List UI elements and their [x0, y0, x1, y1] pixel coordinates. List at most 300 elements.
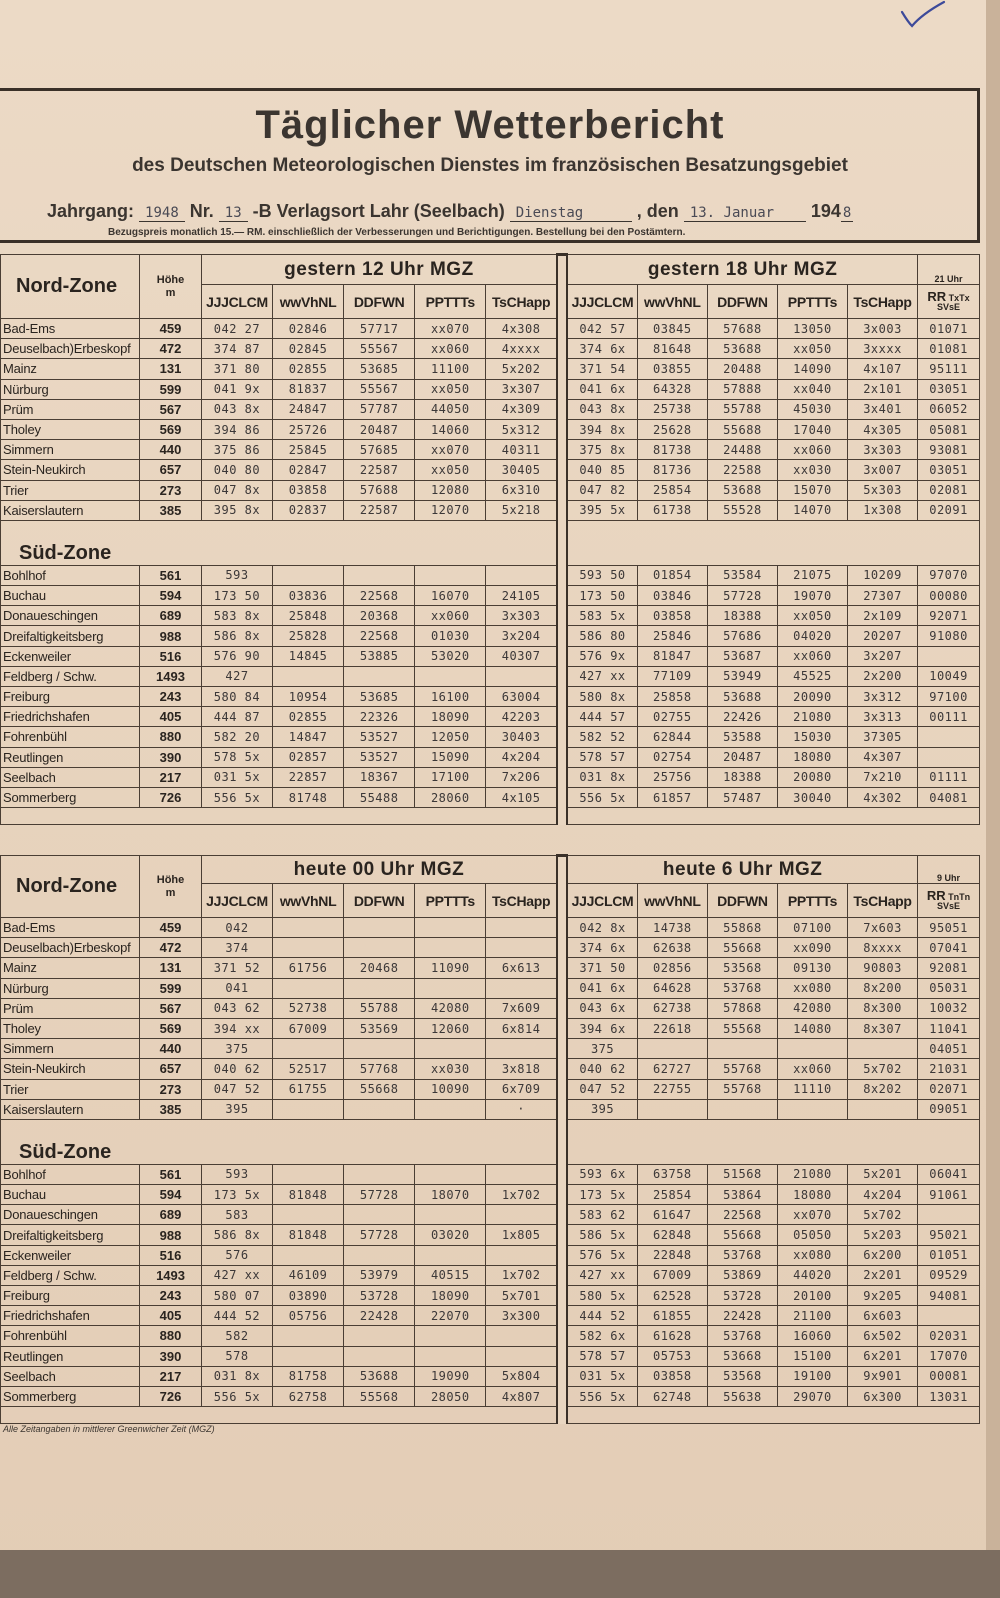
obs-value: 81848 — [273, 1225, 344, 1245]
station-name: Fohrenbühl — [1, 727, 140, 747]
obs-value: 53527 — [344, 727, 415, 747]
obs-value: 444 87 — [201, 707, 272, 727]
obs-value: 61855 — [637, 1306, 707, 1326]
obs-value: xx060 — [777, 440, 847, 460]
obs-value: 04051 — [918, 1039, 980, 1059]
obs-value: 047 8x — [201, 480, 272, 500]
obs-value — [918, 646, 980, 666]
date-value: 13. Januar — [684, 205, 806, 222]
obs-value: 11090 — [415, 958, 486, 978]
obs-value: 4x204 — [848, 1185, 918, 1205]
obs-value: 375 — [201, 1039, 272, 1059]
obs-value: 06041 — [918, 1164, 980, 1184]
station-height: 726 — [140, 1386, 202, 1406]
obs-value: 8x300 — [848, 998, 918, 1018]
obs-value — [848, 1039, 918, 1059]
table-row — [1, 419, 980, 439]
obs-value: 55568 — [344, 1386, 415, 1406]
obs-value: 91061 — [918, 1185, 980, 1205]
obs-value — [344, 1346, 415, 1366]
obs-value: 55768 — [707, 1079, 777, 1099]
obs-value: 11110 — [777, 1079, 847, 1099]
obs-value: 593 — [201, 1164, 272, 1184]
obs-value: 17070 — [918, 1346, 980, 1366]
station-name: Feldberg / Schw. — [1, 666, 140, 686]
obs-value — [273, 565, 344, 585]
price-note: Bezugspreis monatlich 15.— RM. einschließlich der Verbesserungen und Berichtigungen. Bestellung bei den Postämtern. — [108, 227, 686, 238]
table-row — [1, 998, 980, 1018]
station-height: 440 — [140, 1039, 202, 1059]
obs-value: 578 — [201, 1346, 272, 1366]
obs-value: 582 20 — [201, 727, 272, 747]
obs-value: 043 8x — [567, 399, 637, 419]
obs-value — [344, 1164, 415, 1184]
obs-value: 53568 — [707, 1366, 777, 1386]
obs-value: 1x308 — [847, 500, 917, 520]
obs-value — [344, 1245, 415, 1265]
obs-value: 041 6x — [567, 379, 637, 399]
obs-value — [486, 565, 557, 585]
obs-value: 14847 — [273, 727, 344, 747]
obs-value — [415, 1164, 486, 1184]
obs-value: 394 6x — [567, 1018, 637, 1038]
year-digit: 8 — [842, 205, 852, 221]
col-ww: wwVhNL — [273, 285, 344, 319]
obs-value: 02754 — [637, 747, 707, 767]
obs-value: 371 80 — [201, 359, 272, 379]
table-row — [1, 958, 980, 978]
obs-value: 2x200 — [847, 666, 917, 686]
station-height: 243 — [140, 1286, 202, 1306]
obs-value: 20488 — [707, 359, 777, 379]
table-row — [1, 565, 980, 585]
obs-value: 55668 — [707, 938, 777, 958]
obs-value: 583 62 — [567, 1205, 637, 1225]
obs-value: 22588 — [707, 460, 777, 480]
col-jjj-3: JJJCLCM — [201, 884, 272, 918]
obs-value: 42203 — [486, 707, 557, 727]
obs-value: 3x007 — [847, 460, 917, 480]
obs-value: 9x901 — [848, 1366, 918, 1386]
obs-value: 16060 — [777, 1326, 847, 1346]
obs-value: 02856 — [637, 958, 707, 978]
obs-value: 031 5x — [201, 767, 272, 787]
obs-value: 62748 — [637, 1386, 707, 1406]
table-row — [1, 1225, 980, 1245]
obs-value: 047 82 — [567, 480, 637, 500]
obs-value: 03858 — [273, 480, 344, 500]
obs-value: 55488 — [344, 787, 415, 807]
obs-value: 12050 — [415, 727, 486, 747]
obs-value: 11100 — [415, 359, 486, 379]
obs-value: 53768 — [707, 1326, 777, 1346]
obs-value — [637, 1099, 707, 1119]
station-name: Kaiserslautern — [1, 1099, 140, 1119]
station-height: 273 — [140, 480, 202, 500]
station-name: Bohlhof — [1, 1164, 140, 1184]
obs-value: 047 52 — [567, 1079, 637, 1099]
paper-edge — [986, 0, 1000, 1598]
obs-value: 52517 — [273, 1059, 344, 1079]
block-divider-2 — [557, 856, 567, 918]
zone-south-label: Süd-Zone — [1, 520, 557, 565]
obs-value: 374 6x — [567, 339, 637, 359]
obs-value: 578 5x — [201, 747, 272, 767]
obs-value: 19090 — [415, 1366, 486, 1386]
obs-value: 51568 — [707, 1164, 777, 1184]
obs-value — [486, 938, 557, 958]
obs-value: 556 5x — [201, 1386, 272, 1406]
table-row — [1, 399, 980, 419]
obs-value: 22587 — [344, 500, 415, 520]
obs-value: 61857 — [637, 787, 707, 807]
obs-value: 95051 — [918, 918, 980, 938]
obs-value: 427 xx — [567, 666, 637, 686]
obs-value: 031 5x — [567, 1366, 637, 1386]
obs-value: 22070 — [415, 1306, 486, 1326]
obs-value: 53688 — [707, 339, 777, 359]
obs-value: 5x701 — [486, 1286, 557, 1306]
obs-value: 61647 — [637, 1205, 707, 1225]
verlag-text: -B Verlagsort Lahr (Seelbach) — [252, 201, 505, 221]
station-name: Feldberg / Schw. — [1, 1265, 140, 1285]
obs-value: 6x201 — [848, 1346, 918, 1366]
station-name: Tholey — [1, 419, 140, 439]
obs-value: 22755 — [637, 1079, 707, 1099]
table-row — [1, 440, 980, 460]
obs-value: 582 6x — [567, 1326, 637, 1346]
table-row — [1, 1059, 980, 1079]
obs-value: 64328 — [637, 379, 707, 399]
col-ts: TsCHapp — [486, 285, 557, 319]
obs-value: 53588 — [707, 727, 777, 747]
table-row — [1, 1286, 980, 1306]
obs-value: 5x203 — [848, 1225, 918, 1245]
obs-value: 91080 — [918, 626, 980, 646]
station-height: 880 — [140, 727, 202, 747]
col-ww-4: wwVhNL — [637, 884, 707, 918]
obs-value: 25726 — [273, 419, 344, 439]
table-row — [1, 606, 980, 626]
obs-value: 22618 — [637, 1018, 707, 1038]
den-label: , den — [636, 201, 679, 221]
obs-value: 42080 — [777, 998, 847, 1018]
col-jjj: JJJCLCM — [201, 285, 272, 319]
scan-border — [0, 1550, 1000, 1598]
obs-value: 16100 — [415, 687, 486, 707]
obs-value — [415, 978, 486, 998]
obs-value: 25845 — [273, 440, 344, 460]
obs-value — [415, 1039, 486, 1059]
obs-value — [486, 1346, 557, 1366]
obs-value — [777, 1099, 847, 1119]
obs-value: 8x202 — [848, 1079, 918, 1099]
obs-value: 5x804 — [486, 1366, 557, 1386]
bottom-north-rows — [1, 918, 980, 1120]
obs-value: 53688 — [707, 687, 777, 707]
obs-value: 46109 — [273, 1265, 344, 1285]
obs-value — [777, 1039, 847, 1059]
station-name: Deuselbach)Erbeskopf — [1, 938, 140, 958]
obs-value: 02855 — [273, 707, 344, 727]
obs-value: xx050 — [415, 379, 486, 399]
table-row — [1, 1185, 980, 1205]
obs-value — [273, 1164, 344, 1184]
obs-value: 57717 — [344, 319, 415, 339]
obs-value: xx060 — [777, 646, 847, 666]
station-name: Stein-Neukirch — [1, 460, 140, 480]
table-row — [1, 379, 980, 399]
obs-value: 586 8x — [201, 1225, 272, 1245]
obs-value: 81847 — [637, 646, 707, 666]
obs-value: 576 — [201, 1245, 272, 1265]
col-pp-2: PPTTTs — [777, 285, 847, 319]
obs-value: 586 8x — [201, 626, 272, 646]
col-dd-3: DDFWN — [344, 884, 415, 918]
obs-value: xx040 — [777, 379, 847, 399]
obs-value: 04020 — [777, 626, 847, 646]
obs-value: 031 8x — [201, 1366, 272, 1386]
obs-value — [918, 727, 980, 747]
obs-value — [486, 1326, 557, 1346]
obs-value: 173 50 — [567, 586, 637, 606]
obs-value: 22568 — [707, 1205, 777, 1225]
obs-value: 4x105 — [486, 787, 557, 807]
obs-value — [344, 918, 415, 938]
station-name: Bad-Ems — [1, 319, 140, 339]
obs-value: xx080 — [777, 1245, 847, 1265]
obs-value: 043 8x — [201, 399, 272, 419]
obs-value: 583 — [201, 1205, 272, 1225]
obs-value: 18388 — [707, 606, 777, 626]
obs-value: 57688 — [344, 480, 415, 500]
obs-value: 81748 — [273, 787, 344, 807]
obs-value: 15070 — [777, 480, 847, 500]
obs-value — [486, 978, 557, 998]
obs-value: 55528 — [707, 500, 777, 520]
station-name: Trier — [1, 1079, 140, 1099]
obs-value: 6x502 — [848, 1326, 918, 1346]
obs-value: xx050 — [415, 460, 486, 480]
station-name: Simmern — [1, 1039, 140, 1059]
obs-value: 556 5x — [567, 787, 637, 807]
top-south-rows — [1, 565, 980, 807]
obs-value: 7x609 — [486, 998, 557, 1018]
station-height: 594 — [140, 1185, 202, 1205]
obs-value: 40515 — [415, 1265, 486, 1285]
obs-value: 55868 — [707, 918, 777, 938]
obs-value: 3x303 — [847, 440, 917, 460]
obs-value: 67009 — [273, 1018, 344, 1038]
obs-value: 12080 — [415, 480, 486, 500]
station-height: 1493 — [140, 1265, 202, 1285]
obs-value: 53568 — [707, 958, 777, 978]
station-name: Nürburg — [1, 978, 140, 998]
obs-value: 30040 — [777, 787, 847, 807]
obs-value: 18080 — [777, 747, 847, 767]
obs-value: 4x309 — [486, 399, 557, 419]
obs-value: 25854 — [637, 1185, 707, 1205]
obs-value — [637, 1039, 707, 1059]
table-row — [1, 787, 980, 807]
obs-value: 7x210 — [847, 767, 917, 787]
obs-value: 22587 — [344, 460, 415, 480]
station-height: 131 — [140, 958, 202, 978]
obs-value: 64628 — [637, 978, 707, 998]
obs-value: 6x814 — [486, 1018, 557, 1038]
zone-north-label-2: Nord-Zone — [1, 856, 140, 918]
obs-value — [415, 1099, 486, 1119]
obs-value: 042 57 — [567, 319, 637, 339]
block-h06-title: heute 6 Uhr MGZ — [567, 856, 917, 884]
table-yesterday — [0, 253, 980, 825]
table-row — [1, 1099, 980, 1119]
obs-value — [486, 1039, 557, 1059]
station-name: Buchau — [1, 1185, 140, 1205]
obs-value: 53688 — [707, 480, 777, 500]
station-name: Stein-Neukirch — [1, 1059, 140, 1079]
station-height: 390 — [140, 747, 202, 767]
station-name: Buchau — [1, 586, 140, 606]
table-row — [1, 1265, 980, 1285]
station-height: 561 — [140, 565, 202, 585]
table-row — [1, 918, 980, 938]
obs-value: 92071 — [918, 606, 980, 626]
obs-value: 21075 — [777, 565, 847, 585]
obs-value: 22848 — [637, 1245, 707, 1265]
obs-value — [273, 978, 344, 998]
obs-value — [415, 1245, 486, 1265]
station-name: Tholey — [1, 1018, 140, 1038]
obs-value: 043 62 — [201, 998, 272, 1018]
obs-value: 03858 — [637, 606, 707, 626]
obs-value: 03890 — [273, 1286, 344, 1306]
obs-value: 20487 — [707, 747, 777, 767]
station-height: 459 — [140, 918, 202, 938]
station-height: 516 — [140, 646, 202, 666]
obs-value: 580 8x — [567, 687, 637, 707]
block-g12-title: gestern 12 Uhr MGZ — [201, 255, 557, 285]
obs-value: 371 50 — [567, 958, 637, 978]
station-height: 689 — [140, 1205, 202, 1225]
obs-value: 07041 — [918, 938, 980, 958]
obs-value — [486, 666, 557, 686]
obs-value — [344, 565, 415, 585]
table-row — [1, 1018, 980, 1038]
station-height: 561 — [140, 1164, 202, 1184]
obs-value: 29070 — [777, 1386, 847, 1406]
obs-value: 586 80 — [567, 626, 637, 646]
obs-value: 6x200 — [848, 1245, 918, 1265]
obs-value: 14845 — [273, 646, 344, 666]
obs-value: 25756 — [637, 767, 707, 787]
obs-value: 02837 — [273, 500, 344, 520]
station-height: 459 — [140, 319, 202, 339]
obs-value: 52738 — [273, 998, 344, 1018]
col-dd-4: DDFWN — [707, 884, 777, 918]
obs-value: 62738 — [637, 998, 707, 1018]
obs-value: 8x200 — [848, 978, 918, 998]
station-height: 880 — [140, 1326, 202, 1346]
obs-value — [707, 1039, 777, 1059]
col-ts-4: TsCHapp — [848, 884, 918, 918]
station-name: Eckenweiler — [1, 1245, 140, 1265]
obs-value: 03858 — [637, 1366, 707, 1386]
station-height: 567 — [140, 998, 202, 1018]
obs-value — [848, 1099, 918, 1119]
obs-value: 24847 — [273, 399, 344, 419]
obs-value: 02857 — [273, 747, 344, 767]
table-row — [1, 1346, 980, 1366]
obs-value: 22428 — [707, 1306, 777, 1326]
obs-value: 57728 — [707, 586, 777, 606]
block-h00-title: heute 00 Uhr MGZ — [201, 856, 557, 884]
table-row — [1, 1386, 980, 1406]
obs-value: 10032 — [918, 998, 980, 1018]
obs-value: 13031 — [918, 1386, 980, 1406]
obs-value: 3x204 — [486, 626, 557, 646]
obs-value: 61738 — [637, 500, 707, 520]
station-name: Reutlingen — [1, 1346, 140, 1366]
obs-value: 586 5x — [567, 1225, 637, 1245]
station-name: Fohrenbühl — [1, 1326, 140, 1346]
obs-value: 14738 — [637, 918, 707, 938]
station-height: 1493 — [140, 666, 202, 686]
station-height: 599 — [140, 978, 202, 998]
table-row — [1, 480, 980, 500]
obs-value: 90803 — [848, 958, 918, 978]
obs-value: 06052 — [918, 399, 980, 419]
obs-value: 53768 — [707, 978, 777, 998]
obs-value — [707, 1099, 777, 1119]
nr-label: Nr. — [189, 201, 214, 221]
obs-value: 53885 — [344, 646, 415, 666]
obs-value: 031 8x — [567, 767, 637, 787]
nr-value: 13 — [219, 205, 248, 222]
station-name: Prüm — [1, 998, 140, 1018]
obs-value: 578 57 — [567, 1346, 637, 1366]
obs-value: 00080 — [918, 586, 980, 606]
obs-value: 94081 — [918, 1286, 980, 1306]
obs-value — [486, 1164, 557, 1184]
checkmark-icon — [900, 0, 960, 40]
obs-value: 53979 — [344, 1265, 415, 1285]
obs-value: 01051 — [918, 1245, 980, 1265]
obs-value: 3x207 — [847, 646, 917, 666]
obs-value: 57868 — [707, 998, 777, 1018]
obs-value: 375 8x — [567, 440, 637, 460]
obs-value: 81758 — [273, 1366, 344, 1386]
station-name: Dreifaltigkeitsberg — [1, 626, 140, 646]
obs-value: 63758 — [637, 1164, 707, 1184]
obs-value: 22568 — [344, 586, 415, 606]
station-height: 405 — [140, 707, 202, 727]
obs-value: 02755 — [637, 707, 707, 727]
obs-value: 53527 — [344, 747, 415, 767]
obs-value: 40307 — [486, 646, 557, 666]
obs-value: xx050 — [777, 606, 847, 626]
obs-value: 15090 — [415, 747, 486, 767]
hoehe-header-2: Höhe m — [140, 856, 202, 918]
obs-value: 13050 — [777, 319, 847, 339]
obs-value: 6x613 — [486, 958, 557, 978]
station-height: 273 — [140, 1079, 202, 1099]
obs-value — [273, 1099, 344, 1119]
obs-value: 81648 — [637, 339, 707, 359]
obs-value: 01071 — [918, 319, 980, 339]
obs-value: xx080 — [777, 978, 847, 998]
col-ts-2: TsCHapp — [847, 285, 917, 319]
